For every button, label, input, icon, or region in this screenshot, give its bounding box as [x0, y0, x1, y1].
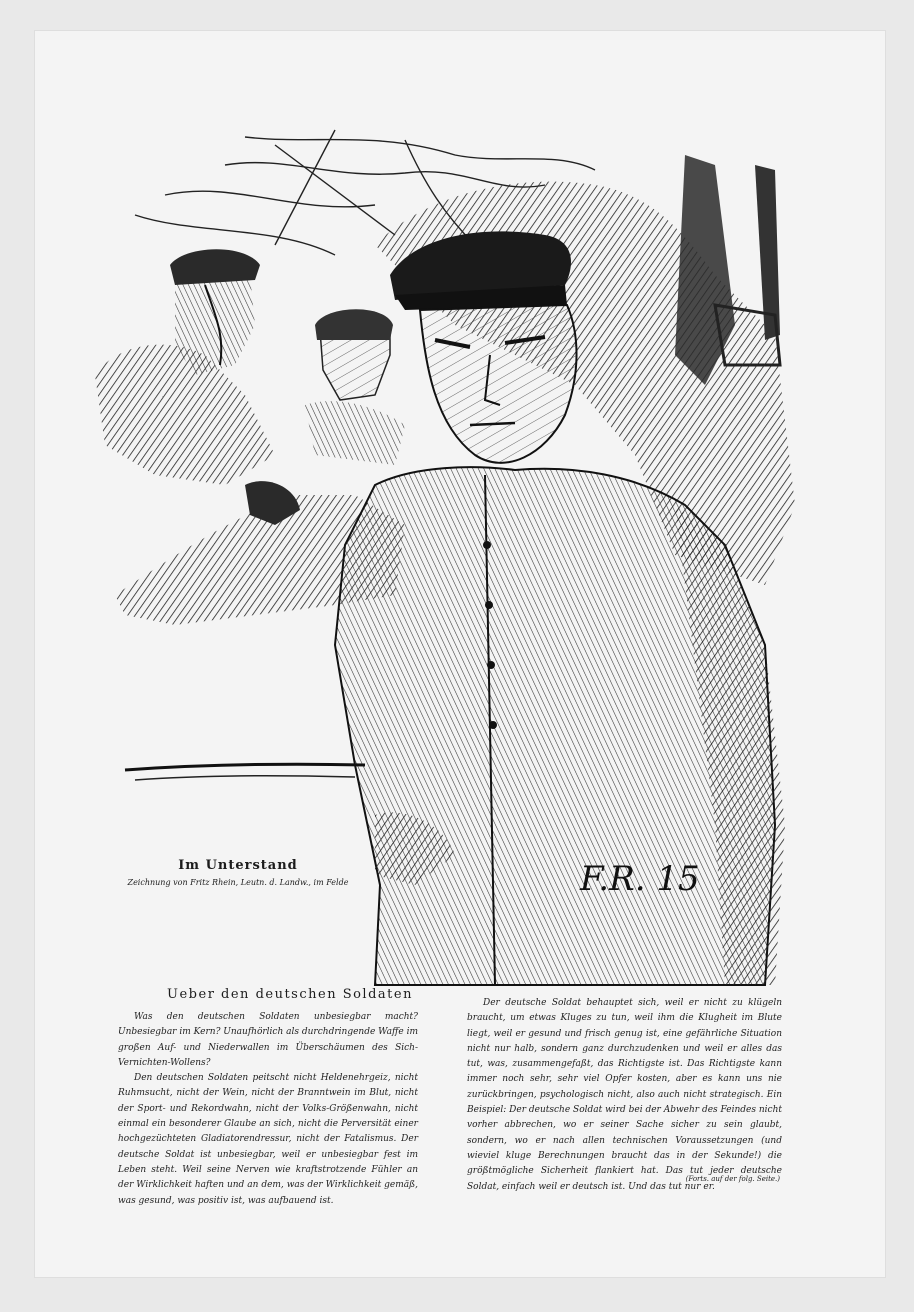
middle-soldier-figure [305, 309, 405, 465]
caption-title: Im Unterstand [178, 858, 298, 873]
article-title: Ueber den deutschen Soldaten [167, 987, 413, 1002]
left-soldier-figure [95, 249, 275, 485]
continuation-note: (Forts. auf der folg. Seite.) [685, 1175, 780, 1183]
article-paragraph: Den deutschen Soldaten peitscht nicht Heldenehrgeiz, nicht Ruhmsucht, nicht der Wein, nicht der Branntwein im Blut, nicht der Sport- und Rekordwahn, nicht der Volks-Größenwahn, nicht einmal ein besonderer Glaube an sich, nicht die Perversität einer hochgezüchteten Gladiatorendressur, nicht der Fatalismus. Der deutsche Soldat ist unbesiegbar, weil er unbesiegbar fest im Leben steht. Weil seine Nerven wie kraftstrotzende Fühler an der Wirklichkeit haften und an dem, was der Wirklichkeit gemäß, was gesund, was positiv ist, was aufbauend ist. [118, 1073, 418, 1206]
artist-signature: F.R. 15 [580, 859, 700, 899]
soldier-face [420, 305, 577, 463]
article-paragraph: Was den deutschen Soldaten unbesiegbar macht? Unbesiegbar im Kern? Unaufhörlich als durchdringende Waffe im großen Auf- und Niederwallen im Überschäumen des Sich-Vernichten-Wollens? [118, 1012, 418, 1068]
article-column-right [467, 996, 782, 1195]
caption-subtitle: Zeichnung von Fritz Rhein, Leutn. d. Landw., im Felde [127, 878, 349, 887]
article-column-left [118, 1010, 418, 1209]
ground-line [125, 764, 365, 770]
illustration-caption [108, 858, 368, 887]
article-paragraph: Der deutsche Soldat behauptet sich, weil er nicht zu klügeln braucht, um etwas Kluges zu tun, weil ihm die Klugheit im Blute liegt, weil er gesund und frisch genug ist, eine gefährliche Situation nicht nur halb, sondern ganz durchzudenken und weil er alles das tut, was, zusammengefaßt, das Richtigste ist. Das Richtigste kann immer noch sehr, sehr viel Opfer kosten, aber es kann uns nie zurückbringen, psychologisch nicht, also auch nicht strategisch. Ein Beispiel: Der deutsche Soldat wird bei der Abwehr des Feindes nicht vorher abbrechen, wo er seiner Sache sicher zu sein glaubt, sondern, wo er nach allen technischen Voraussetzungen (und wieviel kluge Berechnungen braucht das in der Sekunde!) die größtmögliche Sicherheit flankiert hat. Das tut jeder deutsche Soldat, einfach weil er deutsch ist. Und das tut nur er. [467, 998, 782, 1192]
